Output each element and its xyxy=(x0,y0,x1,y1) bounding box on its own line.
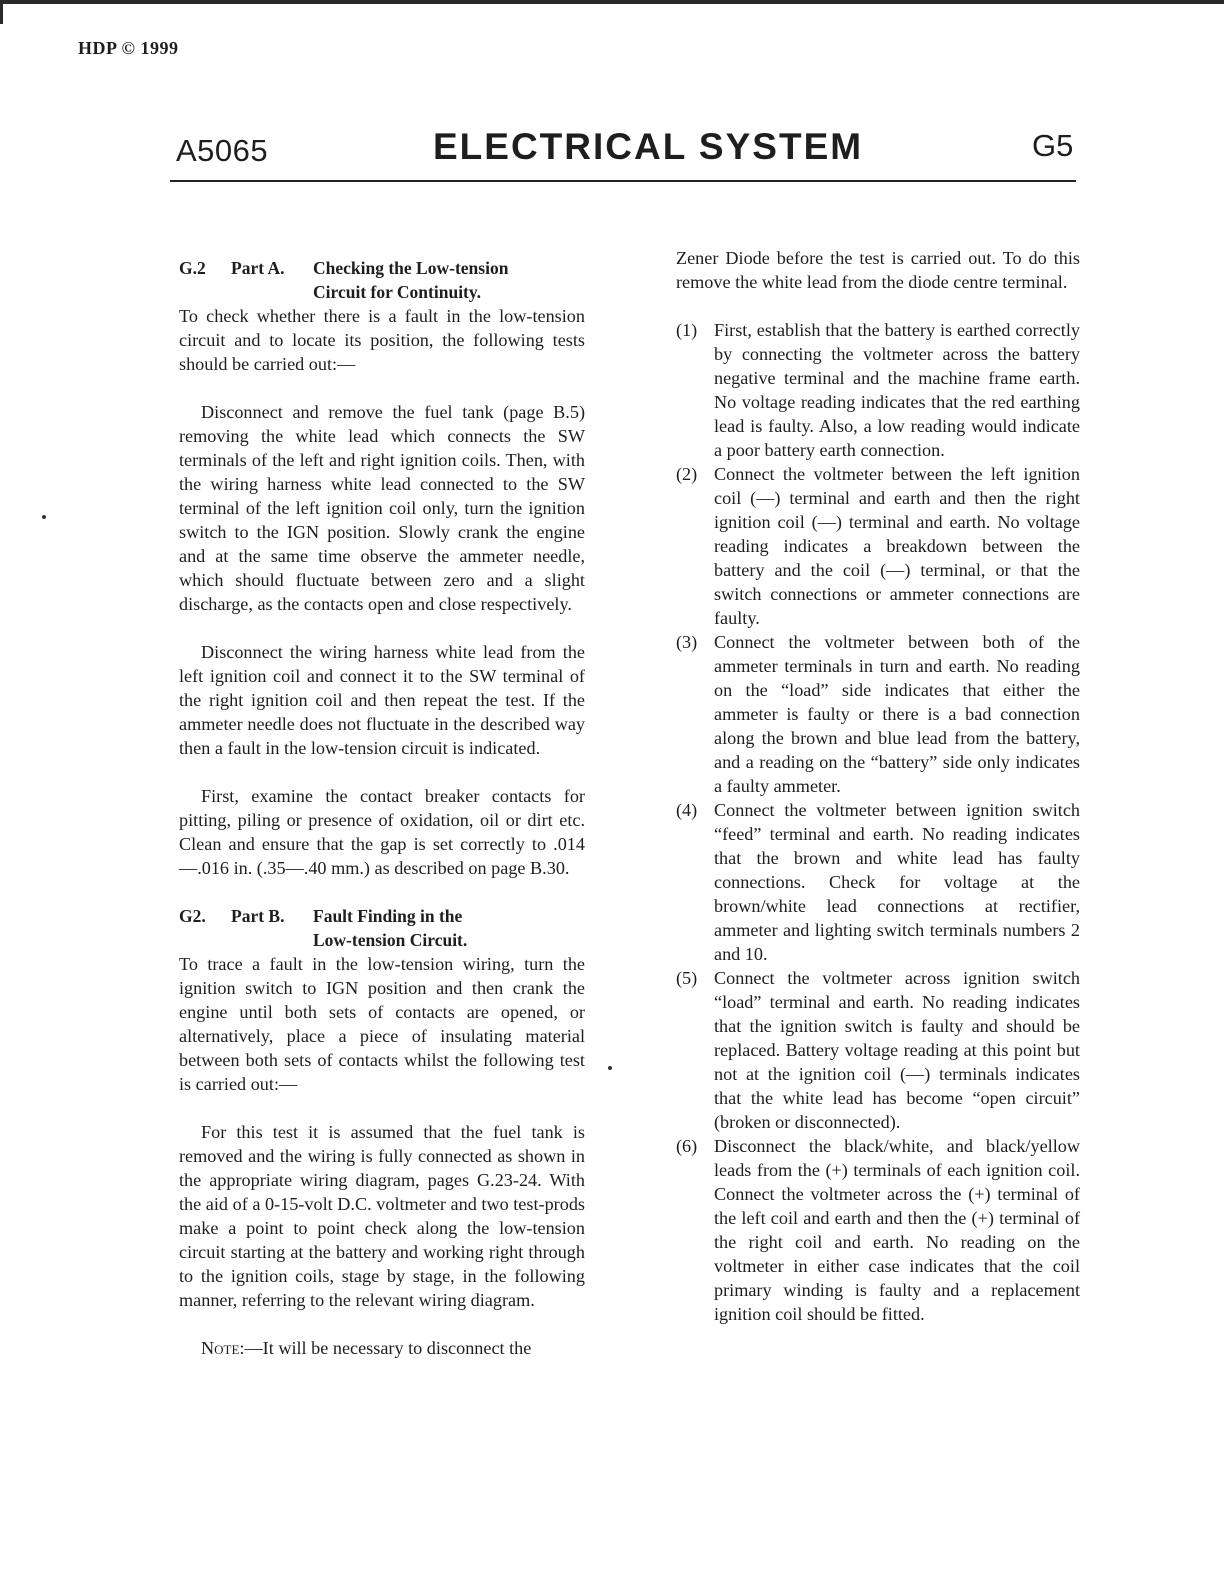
scan-speck xyxy=(42,515,46,519)
test-step xyxy=(676,630,1080,798)
step-number: (2) xyxy=(676,464,698,484)
section-number: G5 xyxy=(1032,128,1074,163)
test-step xyxy=(676,966,1080,1134)
step-text: First, establish that the battery is earthed correctly by connecting the voltmeter across the battery negative terminal and the machine frame earth. No voltage reading indicates that the red earthing lead is faulty. Also, a low reading would indicate a poor battery earth connection. xyxy=(714,320,1080,460)
test-step xyxy=(676,318,1080,462)
scan-edge-left xyxy=(0,0,3,24)
step-text: Connect the voltmeter between the left ignition coil (—) terminal and earth and then the right ignition coil (—) terminal and earth. No voltage reading indicates a breakdown between the battery and the coil (—) terminal, or that the switch connections or ammeter connections are faulty. xyxy=(714,464,1080,628)
scan-speck xyxy=(608,1066,612,1070)
note-text: —It will be necessary to disconnect the xyxy=(244,1338,532,1358)
left-column xyxy=(179,256,585,1360)
part-a-title-line1: Checking the Low-tension xyxy=(313,258,509,278)
step-text: Connect the voltmeter between ignition switch “feed” terminal and earth. No reading indicates that the brown and white lead has faulty connections. Check for voltage at the brown/white lead connections at rectifier, ammeter and lighting switch terminals numbers 2 and 10. xyxy=(714,800,1080,964)
test-step xyxy=(676,1134,1080,1326)
part-b-label: Part B. xyxy=(231,906,285,926)
step-number: (6) xyxy=(676,1136,698,1156)
test-step xyxy=(676,798,1080,966)
part-b-note xyxy=(179,1336,585,1360)
right-column xyxy=(676,246,1080,1326)
part-a-paragraph-2: Disconnect the wiring harness white lead from the left ignition coil and connect it to the SW terminal of the right ignition coil and then repeat the test. If the ammeter needle does not fluctuate in the described way then a fault in the low-tension circuit is indicated. xyxy=(179,642,585,758)
part-a-number: G.2 xyxy=(179,258,206,278)
step-text: Disconnect the black/white, and black/yellow leads from the (+) terminals of each ignition coil. Connect the voltmeter across the (+) terminal of the left coil and earth and then the (+) terminal of the right coil and earth. No reading on the voltmeter in either case indicates that the coil primary winding is faulty and a replacement ignition coil should be fitted. xyxy=(714,1136,1080,1324)
part-a-paragraph-3: First, examine the contact breaker contacts for pitting, piling or presence of oxidation, oil or dirt etc. Clean and ensure that the gap is set correctly to .014—.016 in. (.35—.40 mm.) as described on page B.30. xyxy=(179,786,585,878)
part-b-number: G2. xyxy=(179,906,206,926)
part-b-intro: To trace a fault in the low-tension wiring, turn the ignition switch to IGN position and then crank the engine until both sets of contacts are opened, or alternatively, place a piece of insulating material between both sets of contacts whilst the following test is carried out:— xyxy=(179,954,585,1094)
part-b-paragraph-1: For this test it is assumed that the fuel tank is removed and the wiring is fully connected as shown in the appropriate wiring diagram, pages G.23-24. With the aid of a 0-15-volt D.C. voltmeter and two test-prods make a point to point check along the low-tension circuit starting at the battery and working right through to the ignition coils, stage by stage, in the following manner, referring to the relevant wiring diagram. xyxy=(179,1122,585,1310)
step-text: Connect the voltmeter between both of the ammeter terminals in turn and earth. No reading on the “load” side indicates that either the ammeter is faulty or there is a bad connection along the brown and blue lead from the battery, and a reading on the “battery” side only indicates a faulty ammeter. xyxy=(714,632,1080,796)
step-number: (4) xyxy=(676,800,698,820)
scan-edge-top xyxy=(0,0,1224,4)
part-a-paragraph-1: Disconnect and remove the fuel tank (page B.5) removing the white lead which connects the SW terminals of the left and right ignition coils. Then, with the wiring harness white lead connected to the SW terminal of the left ignition coil only, turn the ignition switch to the IGN position. Slowly crank the engine and at the same time observe the ammeter needle, which should fluctuate between zero and a slight discharge, as the contacts open and close respectively. xyxy=(179,402,585,614)
part-b-heading xyxy=(179,904,585,952)
step-number: (1) xyxy=(676,320,698,340)
right-continuation: Zener Diode before the test is carried out. To do this remove the white lead from the diode centre terminal. xyxy=(676,248,1080,292)
step-number: (5) xyxy=(676,968,698,988)
part-a-title-line2: Circuit for Continuity. xyxy=(313,282,482,302)
part-a-heading xyxy=(179,256,585,304)
part-a-label: Part A. xyxy=(231,258,285,278)
part-b-title-line1: Fault Finding in the xyxy=(313,906,463,926)
test-steps-list xyxy=(676,318,1080,1326)
document-code: A5065 xyxy=(176,133,269,168)
part-b-title-line2: Low-tension Circuit. xyxy=(313,930,468,950)
note-label: Note: xyxy=(201,1338,245,1358)
header-rule xyxy=(170,180,1076,182)
copyright-notice: HDP © 1999 xyxy=(78,38,179,58)
page-title: ELECTRICAL SYSTEM xyxy=(433,126,864,167)
step-text: Connect the voltmeter across ignition switch “load” terminal and earth. No reading indicates that the ignition switch is faulty and should be replaced. Battery voltage reading at this point but not at the ignition coil (—) terminals indicates that the white lead has become “open circuit” (broken or disconnected). xyxy=(714,968,1080,1132)
test-step xyxy=(676,462,1080,630)
part-a-intro: To check whether there is a fault in the low-tension circuit and to locate its position, the following tests should be carried out:— xyxy=(179,306,585,374)
step-number: (3) xyxy=(676,632,698,652)
